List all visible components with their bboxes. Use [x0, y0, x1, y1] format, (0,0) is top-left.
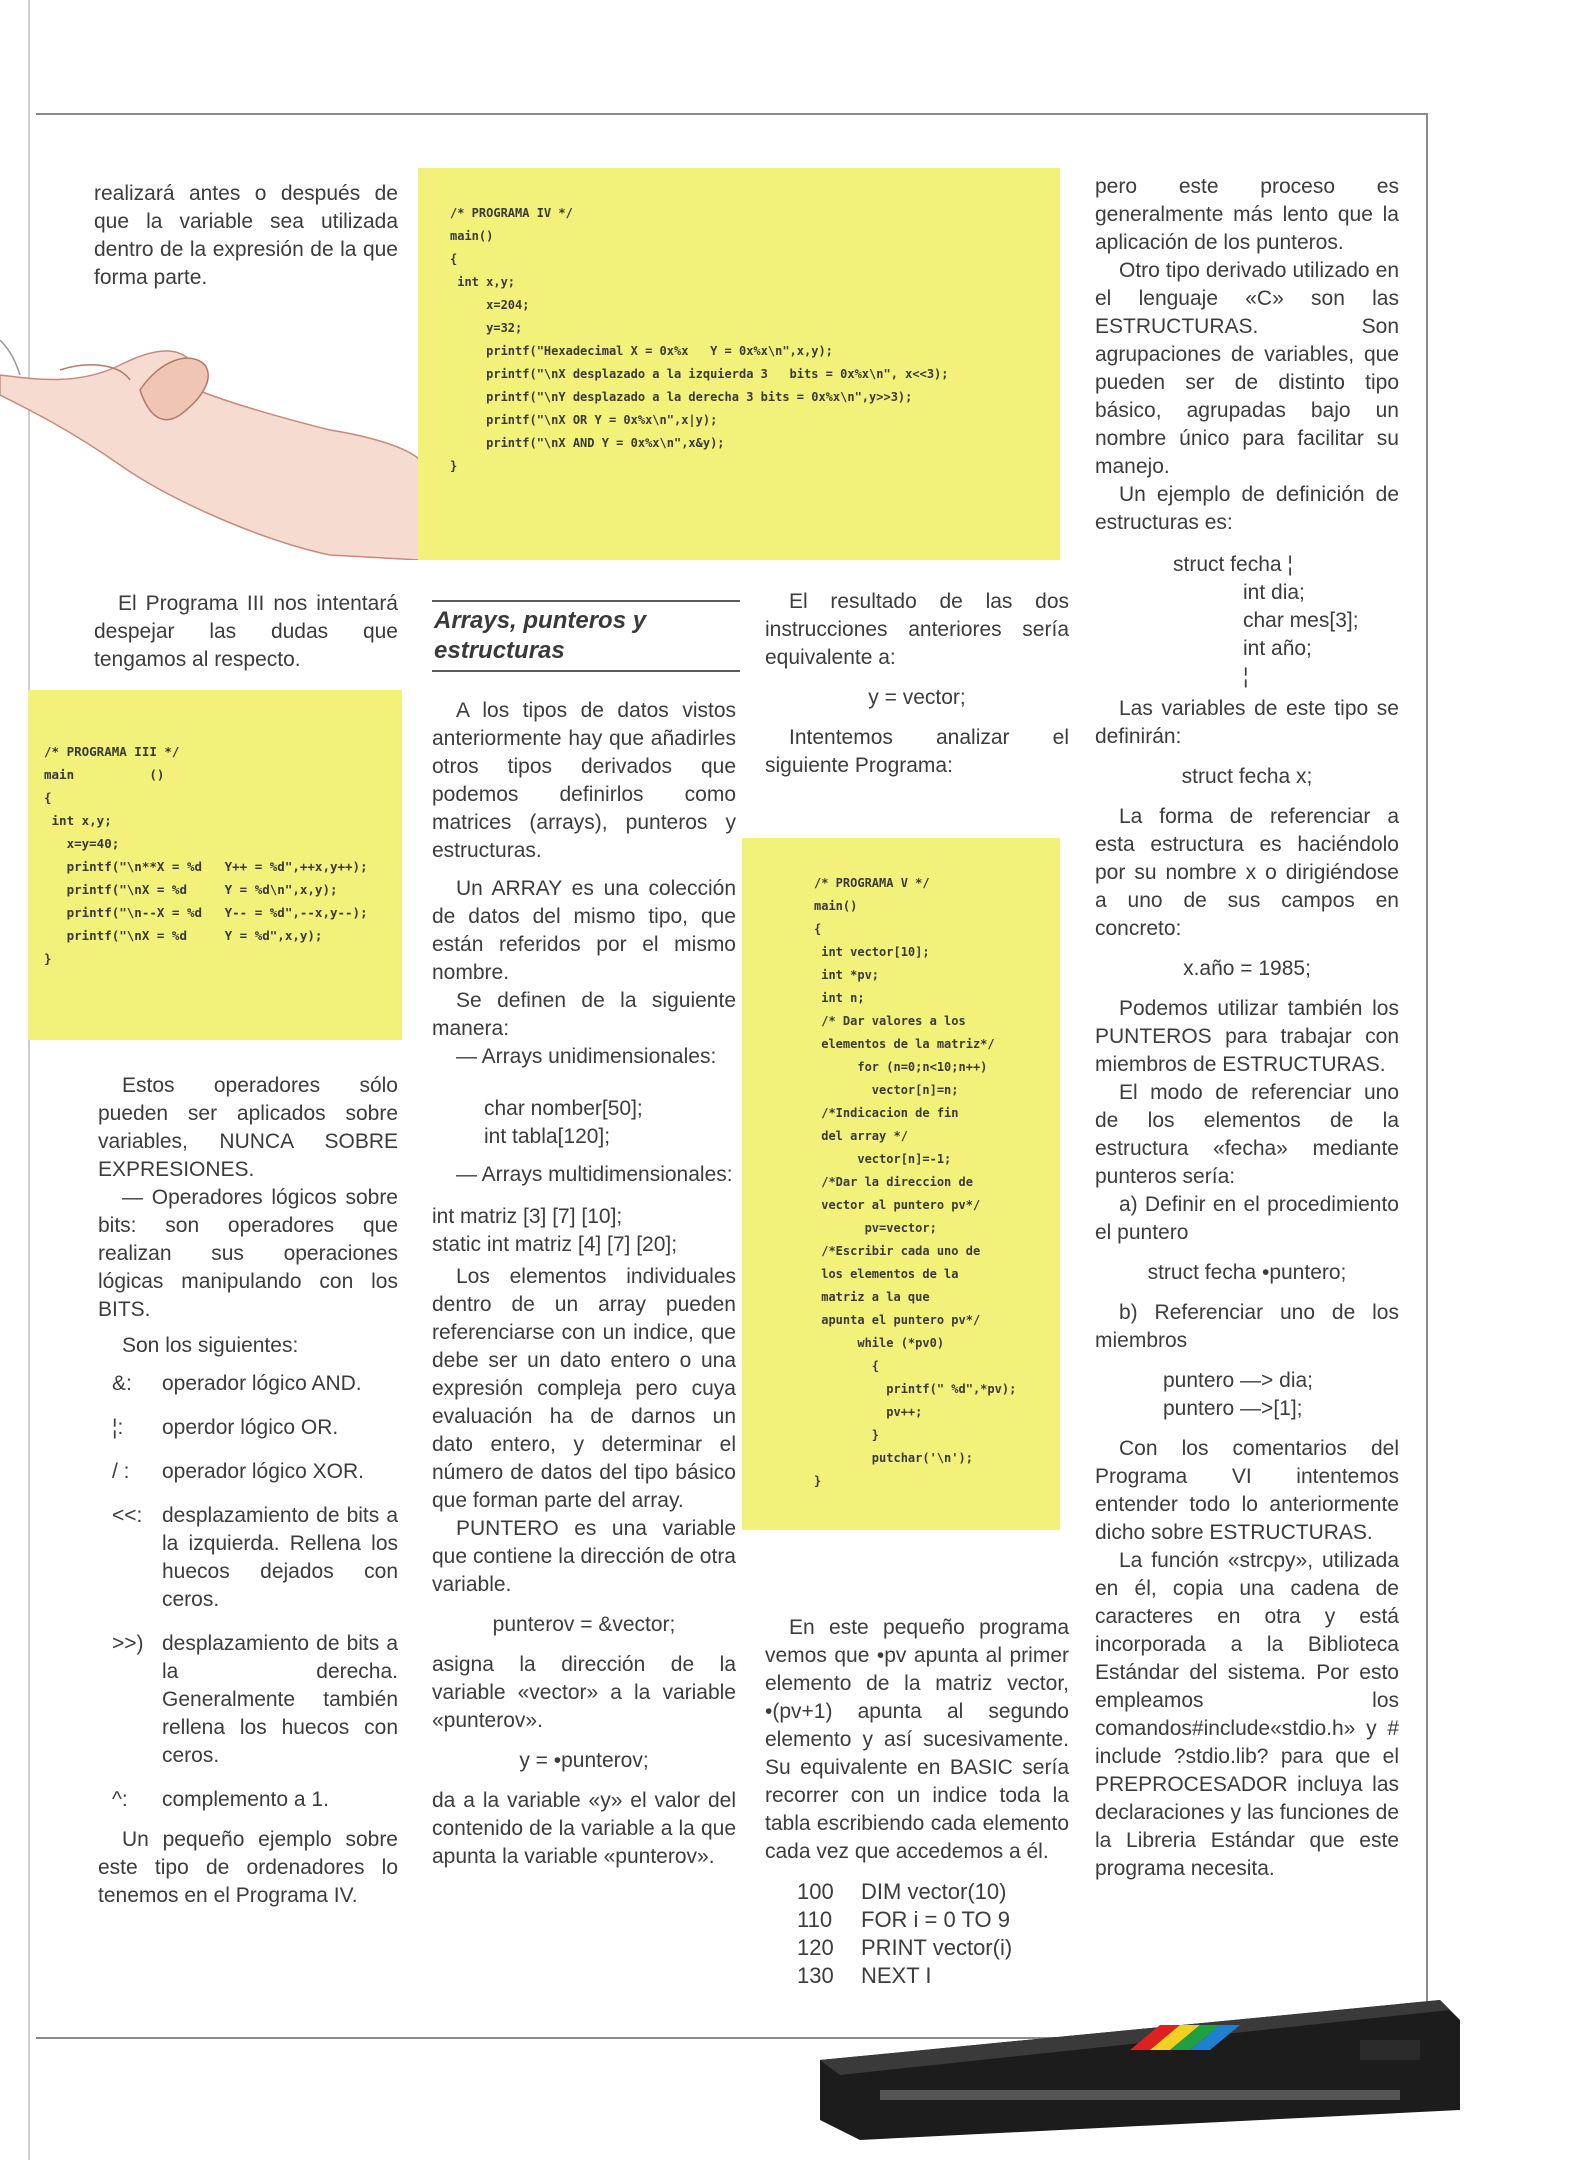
col4-struct5: ¦	[1243, 665, 1249, 688]
operator-desc: operador lógico XOR.	[162, 1460, 364, 1483]
col4-struct2: int dia;	[1243, 581, 1305, 604]
col4-p11: La función «strcpy», utilizada en él, copia una cadena de caracteres en otra y está incorporada a la Biblioteca Estándar del sistema. Por esto empleamos los comandos#include«stdio.h» y # include ?stdio.lib? para que el PREPROCESADOR incluya las declaraciones y las funciones de la Libreria Estándar que este programa necesita.	[1095, 1549, 1399, 1880]
program-v-code: /* PROGRAMA V */ main() { int vector[10]; int *pv; int n; /* Dar valores a los elementos de la matriz*/ for (n=0;n<10;n++) vector[n]=n; /*Indicacion de fin del array */ vector[n]=-1; /*Dar la direccion de vector al puntero pv*/ pv=vector; /*Escribir cada uno de los elementos de la matriz a la que apunta el puntero pv*/ while (*pv0) { printf(" %d",*pv); pv++; } putchar('\n'); }	[814, 876, 1017, 1488]
col1-list-intro: Son los siguientes:	[122, 1334, 299, 1357]
operator-row	[98, 1630, 398, 1770]
col4-p2: Otro tipo derivado utilizado en el lenguaje «C» son las ESTRUCTURAS. Son agrupaciones de variables, que pueden ser de distinto tipo básico, agrupadas bajo un nombre único para facilitar su manejo.	[1095, 259, 1399, 478]
col4-p3: Un ejemplo de definición de estructuras es:	[1095, 483, 1399, 534]
operator-row	[98, 1458, 398, 1486]
program-iv-code: /* PROGRAMA IV */ main() { int x,y; x=204; y=32; printf("Hexadecimal X = 0x%x Y = 0x%x\n",x,y); printf("\nX desplazado a la izquierda 3 bits = 0x%x\n", x<<3); printf("\nY desplazado a la derecha 3 bits = 0x%x\n",y>>3); printf("\nX OR Y = 0x%x\n",x|y); printf("\nX AND Y = 0x%x\n",x&y); }	[450, 206, 949, 473]
col2-code1b: int tabla[120];	[484, 1125, 611, 1148]
col4-struct4: int año;	[1243, 637, 1312, 660]
column-3-bottom	[765, 1614, 1069, 1990]
column-4	[1095, 173, 1399, 1883]
col1-bits-intro: — Operadores lógicos sobre bits: son operadores que realizan sus operaciones lógicas manipulando con los BITS.	[98, 1186, 398, 1321]
column-1-top	[94, 180, 398, 292]
col3-p3: En este pequeño programa vemos que •pv apunta al primer elemento de la matriz vector, •(pv+1) apunta al segundo elemento y así sucesivamente. Su equivalente en BASIC sería recorrer con un indice toda la tabla escribiendo cada elemento cada vez que accedemos a él.	[765, 1616, 1069, 1863]
col4-p8: a) Definir en el procedimiento el puntero	[1095, 1193, 1399, 1244]
operator-desc: complemento a 1.	[162, 1788, 329, 1811]
operator-symbol: ¦:	[112, 1416, 124, 1439]
hand-illustration	[0, 320, 420, 560]
col4-p5: La forma de referenciar a esta estructura es haciéndolo por su nombre x o dirigiéndose a uno de sus campos en concreto:	[1095, 805, 1399, 940]
col4-code5: puntero —>[1];	[1163, 1397, 1303, 1420]
program-iii-box	[28, 690, 402, 1040]
basic-line-number: 110	[797, 1907, 833, 1932]
col4-struct1: struct fecha ¦	[1173, 553, 1293, 576]
operator-row	[98, 1786, 398, 1814]
basic-line-number: 120	[797, 1935, 834, 1960]
col1-prog3-intro: El Programa III nos intentará despejar las dudas que tengamos al respecto.	[94, 592, 398, 671]
col2-code3: punterov = &vector;	[492, 1613, 676, 1636]
computer-illustration	[800, 1990, 1460, 2140]
operator-row	[98, 1502, 398, 1614]
column-2	[432, 697, 736, 1871]
col4-code1: struct fecha x;	[1181, 765, 1313, 788]
operator-desc: desplazamiento de bits a la izquierda. Rellena los huecos dejados con ceros.	[162, 1504, 398, 1611]
col2-p4: — Arrays unidimensionales:	[456, 1045, 717, 1068]
col2-p8: asigna la dirección de la variable «vector» a la variable «punterov».	[432, 1653, 736, 1732]
operator-symbol: <<:	[112, 1504, 143, 1527]
col2-code1a: char nomber[50];	[484, 1097, 643, 1120]
basic-statement: FOR i = 0 TO 9	[861, 1907, 1010, 1932]
col2-code2b: static int matriz [4] [7] [20];	[432, 1233, 678, 1256]
col4-p4: Las variables de este tipo se definirán:	[1095, 697, 1399, 748]
col4-p7: El modo de referenciar uno de los elementos de la estructura «fecha» mediante punteros sería:	[1095, 1081, 1399, 1188]
column-1-prog3-intro	[94, 590, 398, 674]
operator-desc: operador lógico AND.	[162, 1372, 362, 1395]
col4-code2: x.año = 1985;	[1183, 957, 1311, 980]
col3-p2: Intentemos analizar el siguiente Programa:	[765, 726, 1069, 777]
col1-after-prog3: Estos operadores sólo pueden ser aplicados sobre variables, NUNCA SOBRE EXPRESIONES.	[98, 1074, 398, 1181]
col2-p2: Un ARRAY es una colección de datos del mismo tipo, que están referidos por el mismo nombre.	[432, 877, 736, 984]
program-iii-code: /* PROGRAMA III */ main () { int x,y; x=y=40; printf("\n**X = %d Y++ = %d",++x,y++); printf("\nX = %d Y = %d\n",x,y); printf("\n--X = %d Y-- = %d",--x,y--); printf("\nX = %d Y = %d",x,y); }	[44, 744, 368, 966]
col3-p1: El resultado de las dos instrucciones anteriores sería equivalente a:	[765, 590, 1069, 669]
basic-statement: NEXT I	[861, 1963, 932, 1988]
col2-p3: Se definen de la siguiente manera:	[432, 989, 736, 1040]
operator-desc: desplazamiento de bits a la derecha. Generalmente también rellena los huecos con ceros.	[162, 1632, 398, 1767]
basic-statement: PRINT vector(i)	[861, 1935, 1013, 1960]
col4-p10: Con los comentarios del Programa VI intentemos entender todo lo anteriormente dicho sobre ESTRUCTURAS.	[1095, 1437, 1399, 1544]
col4-struct3: char mes[3];	[1243, 609, 1359, 632]
operator-symbol: ^:	[112, 1788, 128, 1811]
column-1-bottom	[98, 1072, 398, 1910]
basic-line	[797, 1962, 1069, 1990]
operator-symbol: >>)	[112, 1632, 144, 1655]
col4-code4: puntero —> dia;	[1163, 1369, 1314, 1392]
basic-line	[797, 1934, 1069, 1962]
col4-p9: b) Referenciar uno de los miembros	[1095, 1301, 1399, 1352]
operator-symbol: / :	[112, 1460, 130, 1483]
col4-p1: pero este proceso es generalmente más lento que la aplicación de los punteros.	[1095, 175, 1399, 254]
program-iv-box	[418, 168, 1060, 560]
program-v-box	[742, 838, 1060, 1530]
col1-closing: Un pequeño ejemplo sobre este tipo de ordenadores lo tenemos en el Programa IV.	[98, 1828, 398, 1907]
col2-p7: PUNTERO es una variable que contiene la dirección de otra variable.	[432, 1517, 736, 1596]
col4-code3: struct fecha •puntero;	[1147, 1261, 1347, 1284]
col2-p5: — Arrays multidimensionales:	[456, 1163, 733, 1186]
basic-statement: DIM vector(10)	[861, 1879, 1007, 1904]
basic-listing	[765, 1878, 1069, 1990]
col4-p6: Podemos utilizar también los PUNTEROS para trabajar con miembros de ESTRUCTURAS.	[1095, 997, 1399, 1076]
column-3-top	[765, 588, 1069, 780]
operator-row	[98, 1414, 398, 1442]
col2-p1: A los tipos de datos vistos anteriormente hay que añadirles otros tipos derivados que podemos definirlos como matrices (arrays), punteros y estructuras.	[432, 699, 736, 862]
col3-code1: y = vector;	[868, 686, 966, 709]
col2-p6: Los elementos individuales dentro de un array pueden referenciarse con un indice, que debe ser un dato entero o una expresión compleja pero cuya evaluación ha de darnos un dato entero, y determinar el número de datos del tipo básico que forman parte del array.	[432, 1265, 736, 1512]
col2-p9: da a la variable «y» el valor del contenido de la variable a la que apunta la variable «punterov».	[432, 1789, 736, 1868]
operator-symbol: &:	[112, 1372, 132, 1395]
basic-line	[797, 1906, 1069, 1934]
basic-line-number: 130	[797, 1963, 834, 1988]
col2-code2a: int matriz [3] [7] [10];	[432, 1205, 623, 1228]
operator-desc: operdor lógico OR.	[162, 1416, 339, 1439]
basic-line	[797, 1878, 1069, 1906]
section-title: Arrays, punteros y estructuras	[432, 600, 740, 672]
col1-top-text: realizará antes o después de que la variable sea utilizada dentro de la expresión de la que forma parte.	[94, 182, 398, 289]
operator-row	[98, 1370, 398, 1398]
basic-line-number: 100	[797, 1879, 834, 1904]
col2-code4: y = •punterov;	[519, 1749, 649, 1772]
